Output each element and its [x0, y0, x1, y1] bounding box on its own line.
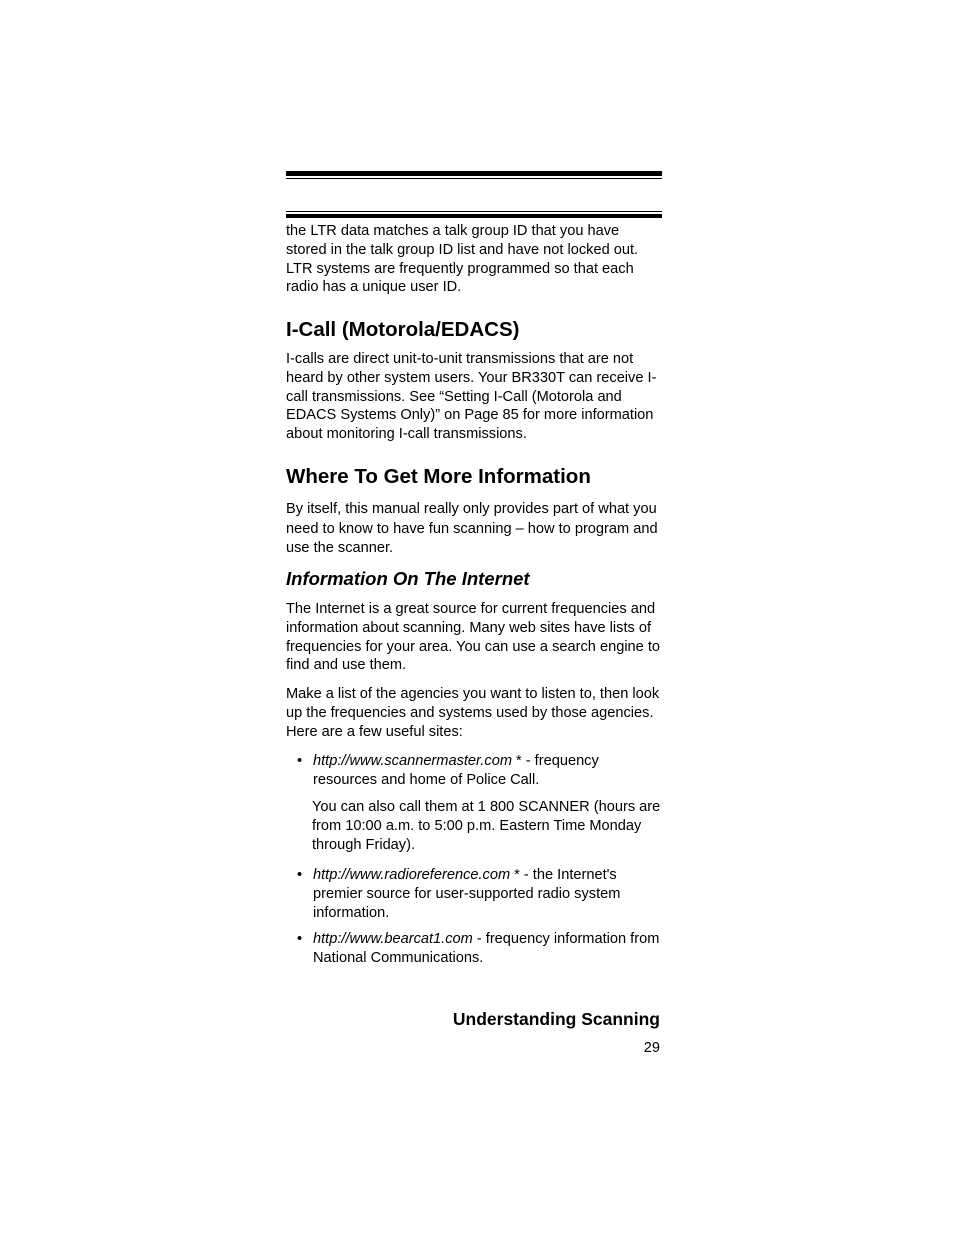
site-link[interactable]: http://www.scannermaster.com — [313, 753, 512, 769]
site-description: - frequency information from National Communications. — [313, 931, 660, 966]
intro-paragraph: the LTR data matches a talk group ID that you have stored in the talk group ID list and have not locked out. LTR systems are frequently programmed so that each radio has a unique user ID. — [286, 223, 639, 296]
bullet-marker: • — [297, 867, 303, 883]
site-description: * - frequency resources and home of Police Call. — [313, 753, 599, 788]
site-item-scannermaster — [313, 752, 633, 790]
footer-section-title: Understanding Scanning — [452, 1009, 660, 1029]
internet-heading: Information On The Internet — [286, 568, 530, 589]
bullet-marker: • — [297, 753, 303, 769]
site-link[interactable]: http://www.radioreference.com — [313, 867, 511, 883]
site-item-bearcat1 — [313, 930, 663, 968]
icall-heading: I-Call (Motorola/EDACS) — [286, 318, 520, 341]
bullet-marker: • — [297, 931, 303, 947]
site-description: * - the Internet's premier source for user-supported radio system information. — [313, 867, 621, 921]
top-rule-thick — [286, 214, 662, 218]
site-link[interactable]: http://www.bearcat1.com — [313, 931, 473, 947]
internet-paragraph-1: The Internet is a great source for current frequencies and information about scanning. Many web sites have lists of frequencies for your area. You can use a search engine to find and use them. — [286, 601, 661, 674]
header-rule-thin — [286, 178, 662, 179]
more-info-paragraph: By itself, this manual really only provides part of what you need to know to have fun scanning – how to program and use the scanner. — [286, 501, 658, 557]
internet-paragraph-2: Make a list of the agencies you want to listen to, then look up the frequencies and systems used by those agencies. Here are a few useful sites: — [286, 686, 660, 740]
site-item-radioreference — [313, 866, 663, 922]
more-info-heading: Where To Get More Information — [286, 465, 591, 488]
header-rule-thick — [286, 171, 662, 176]
icall-paragraph: I-calls are direct unit-to-unit transmissions that are not heard by other system users. Your BR330T can receive I-call transmissions. See “Setting I-Call (Motorola and EDACS Systems Only)” on Page 85 for more information about monitoring I-call transmissions. — [286, 351, 657, 443]
site-extra-note: You can also call them at 1 800 SCANNER (hours are from 10:00 a.m. to 5:00 p.m. Eastern Time Monday through Friday). — [312, 799, 661, 853]
top-rule-thin — [286, 211, 662, 212]
page-number: 29 — [643, 1040, 660, 1056]
